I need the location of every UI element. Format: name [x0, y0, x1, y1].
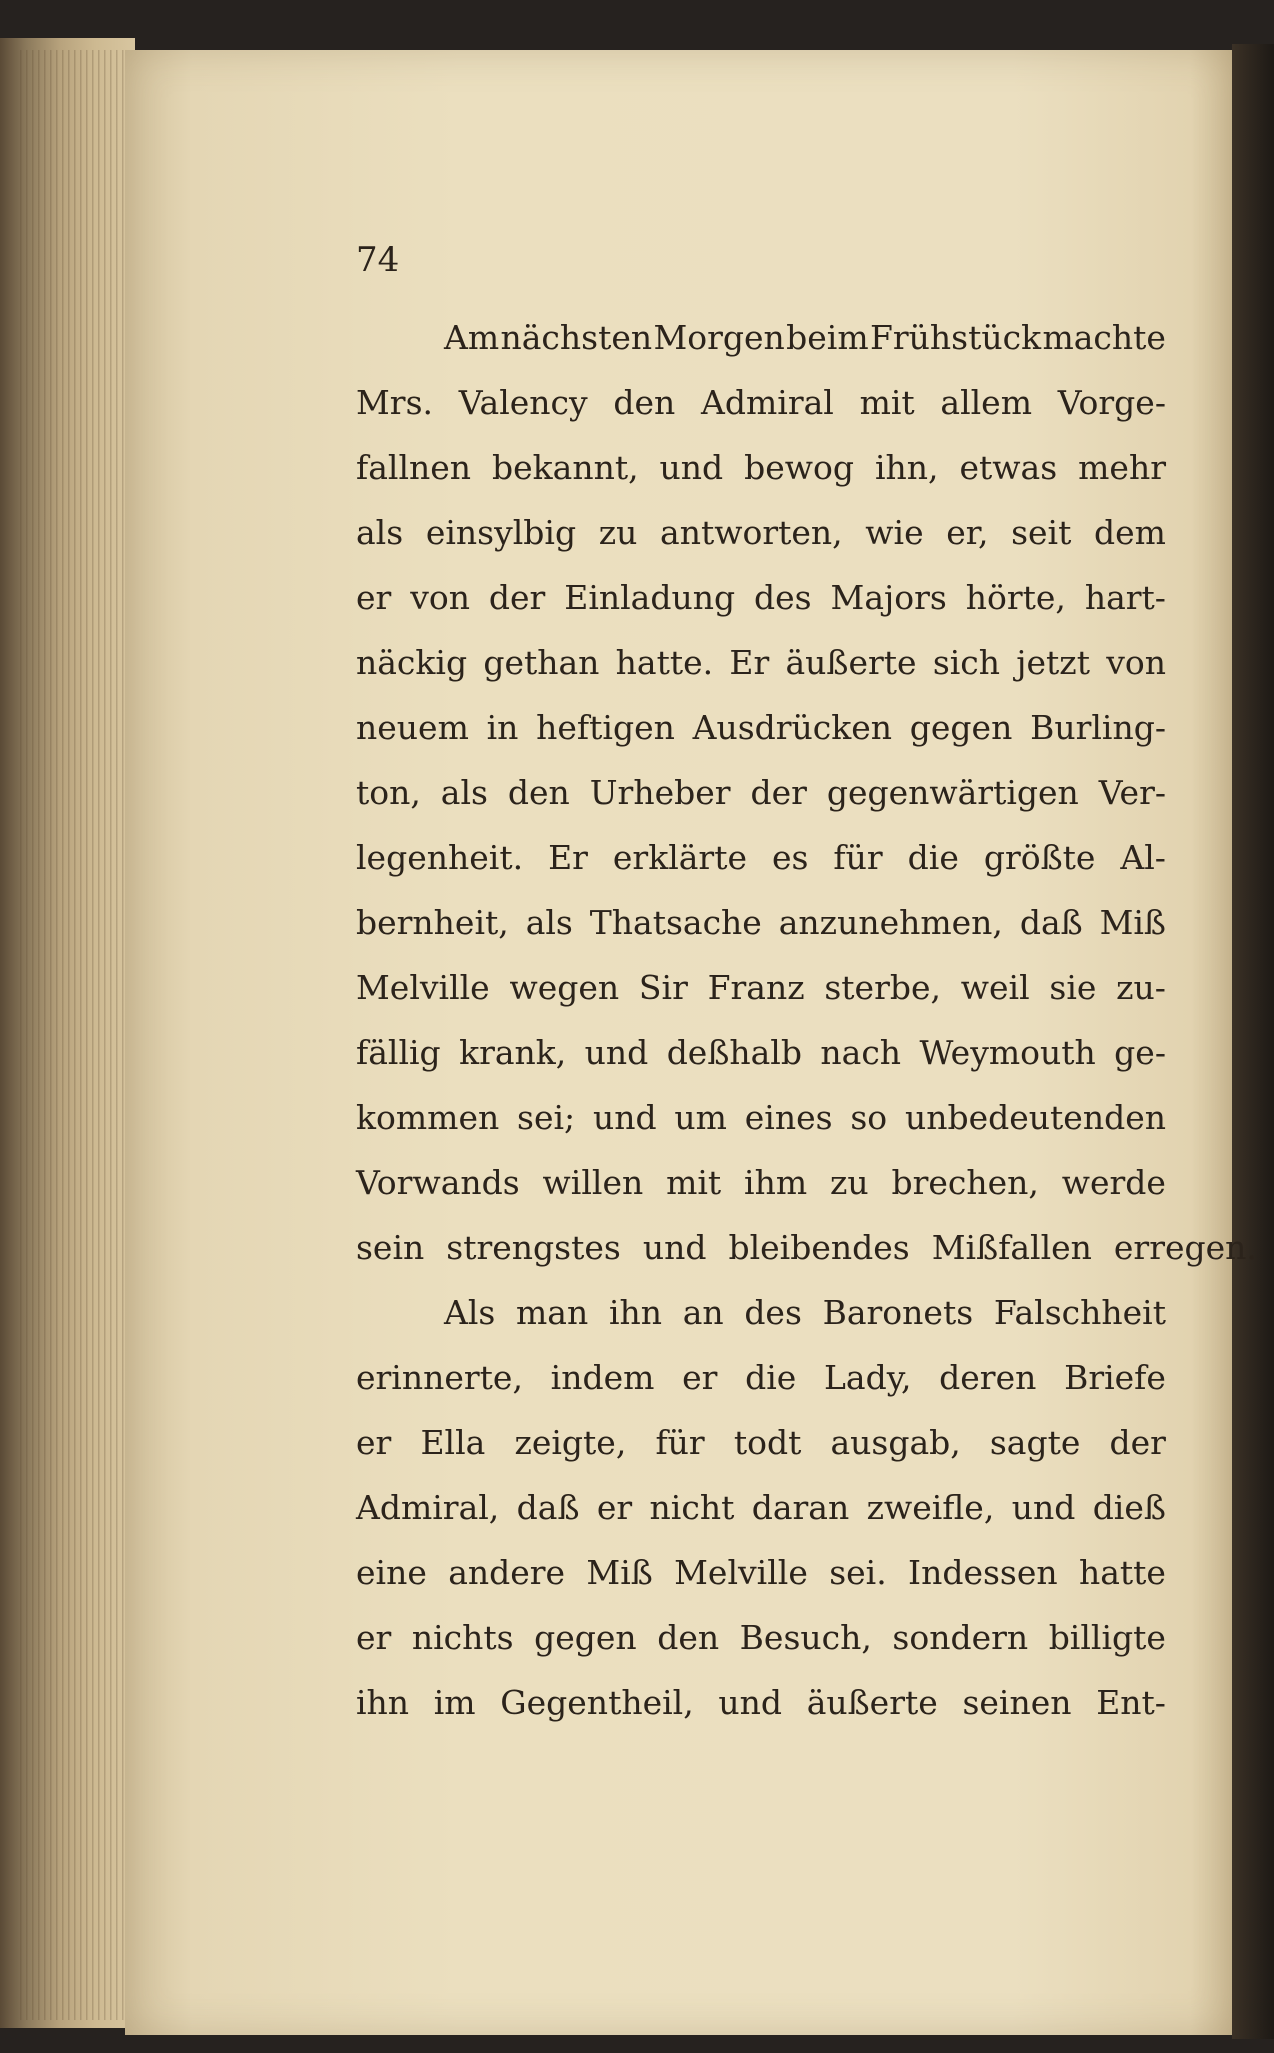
word: als: [440, 773, 488, 812]
text-line: [356, 630, 1166, 695]
word: den: [507, 773, 570, 812]
word: der: [750, 773, 807, 812]
word: ton,: [356, 773, 421, 812]
word: kommen: [356, 1098, 500, 1137]
word: es: [771, 838, 809, 877]
word: im: [433, 1683, 476, 1722]
word: des: [744, 1293, 802, 1332]
word: Mrs.: [356, 383, 433, 422]
word: bekannt,: [492, 448, 639, 487]
word: strengstes: [446, 1228, 621, 1267]
word: Briefe: [1064, 1358, 1166, 1397]
word: ausgab,: [830, 1423, 961, 1462]
text-line: [356, 1150, 1166, 1215]
text-line: [356, 1020, 1166, 1085]
word: in: [486, 708, 519, 747]
word: Al-: [1120, 838, 1166, 877]
word: gegen: [534, 1618, 637, 1657]
word: zeigte,: [514, 1423, 627, 1462]
word: die: [745, 1358, 797, 1397]
word: legenheit.: [356, 838, 524, 877]
word: Majors: [830, 578, 947, 617]
page-number: 74: [356, 240, 400, 280]
text-line: [356, 435, 1166, 500]
word: und: [718, 1683, 783, 1722]
word: Weymouth: [919, 1033, 1096, 1072]
word: von: [1106, 643, 1166, 682]
word: äußerte: [806, 1683, 938, 1722]
word: erinnerte,: [356, 1358, 523, 1397]
word: fallnen: [356, 448, 472, 487]
word: ihn: [608, 1293, 662, 1332]
word: er,: [946, 513, 989, 552]
word: dieß: [1092, 1488, 1166, 1527]
word: Ver-: [1098, 773, 1166, 812]
text-line: [356, 1670, 1166, 1735]
text-line: [356, 1410, 1166, 1475]
word: etwas: [959, 448, 1058, 487]
word: Als: [444, 1293, 496, 1332]
word: näckig: [356, 643, 468, 682]
word: ihn,: [875, 448, 939, 487]
text-line: [356, 825, 1166, 890]
text-line: [356, 695, 1166, 760]
word: Ent-: [1096, 1683, 1166, 1722]
word: Burling-: [1030, 708, 1166, 747]
word: er: [682, 1358, 718, 1397]
word: äußerte: [785, 643, 917, 682]
word: als: [525, 903, 573, 942]
text-line: [356, 500, 1166, 565]
word: eine: [356, 1553, 427, 1592]
word: gegen: [909, 708, 1013, 747]
word: ihn: [356, 1683, 410, 1722]
word: Indessen: [908, 1553, 1058, 1592]
word: für: [655, 1423, 705, 1462]
word: Miß: [1099, 903, 1166, 942]
word: allem: [940, 383, 1032, 422]
word: bernheit,: [356, 903, 509, 942]
word: er: [356, 1618, 392, 1657]
word: von: [410, 578, 470, 617]
word: eines: [744, 1098, 833, 1137]
word: Ella: [420, 1423, 486, 1462]
word: die: [907, 838, 959, 877]
word: den: [657, 1618, 720, 1657]
word: jetzt: [1016, 643, 1090, 682]
word: weil: [960, 968, 1030, 1007]
word: hart-: [1084, 578, 1166, 617]
word: zu-: [1116, 968, 1166, 1007]
word: Morgen: [653, 318, 785, 357]
word: Mißfallen: [931, 1228, 1092, 1267]
word: Melville: [674, 1553, 808, 1592]
word: sei;: [517, 1098, 576, 1137]
word: Lady,: [824, 1358, 912, 1397]
word: und: [642, 1228, 707, 1267]
word: sterbe,: [824, 968, 941, 1007]
word: ge-: [1114, 1033, 1166, 1072]
word: wie: [865, 513, 924, 552]
word: mit: [666, 1163, 722, 1202]
word: und: [584, 1033, 649, 1072]
word: Miß: [586, 1553, 653, 1592]
text-line: [356, 760, 1166, 825]
word: Urheber: [589, 773, 731, 812]
word: Falschheit: [993, 1293, 1166, 1332]
word: indem: [550, 1358, 655, 1397]
word: nächsten: [500, 318, 653, 357]
word: neuem: [356, 708, 469, 747]
word: als: [356, 513, 404, 552]
word: Admiral: [701, 383, 834, 422]
word: sagte: [989, 1423, 1081, 1462]
word: sei.: [829, 1553, 887, 1592]
word: der: [488, 578, 546, 617]
text-line: [356, 305, 1166, 370]
word: Baronets: [822, 1293, 974, 1332]
word: Frühstück: [870, 318, 1042, 357]
word: brechen,: [891, 1163, 1039, 1202]
word: Valency: [458, 383, 588, 422]
word: sich: [932, 643, 1001, 682]
text-line: [356, 1605, 1166, 1670]
word: zu: [598, 513, 638, 552]
word: gethan: [483, 643, 600, 682]
word: des: [754, 578, 812, 617]
word: nicht: [649, 1488, 735, 1527]
word: und: [1011, 1488, 1076, 1527]
word: Gegentheil,: [500, 1683, 694, 1722]
word: Er: [548, 838, 588, 877]
word: sie: [1049, 968, 1097, 1007]
text-line: [356, 890, 1166, 955]
word: hatte: [1078, 1553, 1166, 1592]
word: gegenwärtigen: [826, 773, 1079, 812]
word: willen: [542, 1163, 644, 1202]
text-line: [356, 1475, 1166, 1540]
word: Am: [444, 318, 500, 357]
word: so: [850, 1098, 888, 1137]
word: wegen: [509, 968, 620, 1007]
word: deßhalb: [666, 1033, 802, 1072]
word: den: [613, 383, 676, 422]
word: sondern: [892, 1618, 1029, 1657]
book-cover-edge: [1232, 44, 1274, 2039]
word: deren: [939, 1358, 1037, 1397]
word: machte: [1042, 318, 1166, 357]
word: nach: [820, 1033, 902, 1072]
word: mit: [859, 383, 915, 422]
word: sein: [356, 1228, 425, 1267]
word: dem: [1094, 513, 1166, 552]
word: Admiral,: [356, 1488, 500, 1527]
word: und: [659, 448, 724, 487]
word: werde: [1061, 1163, 1166, 1202]
word: Ausdrücken: [692, 708, 893, 747]
text-line: [356, 1215, 1257, 1280]
text-line: [356, 1085, 1166, 1150]
word: beim: [786, 318, 869, 357]
word: heftigen: [536, 708, 675, 747]
word: Vorge-: [1057, 383, 1166, 422]
word: für: [833, 838, 883, 877]
word: man: [516, 1293, 589, 1332]
word: er: [596, 1488, 633, 1527]
body-text: [356, 305, 1257, 1735]
word: seit: [1011, 513, 1072, 552]
word: daran: [751, 1488, 850, 1527]
word: Vorwands: [356, 1163, 520, 1202]
word: todt: [733, 1423, 802, 1462]
word: Thatsache: [589, 903, 762, 942]
paragraph: [356, 1280, 1166, 1735]
word: Melville: [356, 968, 490, 1007]
word: Franz: [707, 968, 805, 1007]
word: einsylbig: [425, 513, 577, 552]
word: größte: [983, 838, 1096, 877]
word: der: [1109, 1423, 1166, 1462]
word: daß: [1019, 903, 1083, 942]
word: antworten,: [660, 513, 843, 552]
word: Er: [729, 643, 770, 682]
word: er: [356, 578, 392, 617]
word: andere: [448, 1553, 566, 1592]
word: zu: [829, 1163, 869, 1202]
word: fällig: [356, 1033, 441, 1072]
word: bewog: [744, 448, 855, 487]
word: an: [682, 1293, 724, 1332]
word: daß: [516, 1488, 580, 1527]
text-line: [356, 1280, 1166, 1345]
word: um: [674, 1098, 727, 1137]
word: seinen: [962, 1683, 1072, 1722]
text-line: [356, 565, 1166, 630]
text-line: [356, 1540, 1166, 1605]
word: und: [592, 1098, 657, 1137]
word: ihm: [744, 1163, 808, 1202]
word: billigte: [1048, 1618, 1166, 1657]
word: er: [356, 1423, 392, 1462]
word: nichts: [411, 1618, 514, 1657]
word: unbedeutenden: [904, 1098, 1166, 1137]
word: Sir: [638, 968, 688, 1007]
paragraph: [356, 305, 1257, 1280]
word: hatte.: [615, 643, 714, 682]
word: bleibendes: [728, 1228, 910, 1267]
text-line: [356, 1345, 1166, 1410]
word: hörte,: [965, 578, 1066, 617]
word: erklärte: [612, 838, 748, 877]
word: krank,: [459, 1033, 567, 1072]
word: Einladung: [564, 578, 736, 617]
word: anzunehmen,: [778, 903, 1003, 942]
word: Besuch,: [739, 1618, 872, 1657]
word: mehr: [1078, 448, 1166, 487]
page-stack-texture: [20, 50, 135, 2020]
text-line: [356, 955, 1166, 1020]
word: zweifle,: [866, 1488, 995, 1527]
text-line: [356, 370, 1166, 435]
word: erregen.: [1113, 1228, 1257, 1267]
